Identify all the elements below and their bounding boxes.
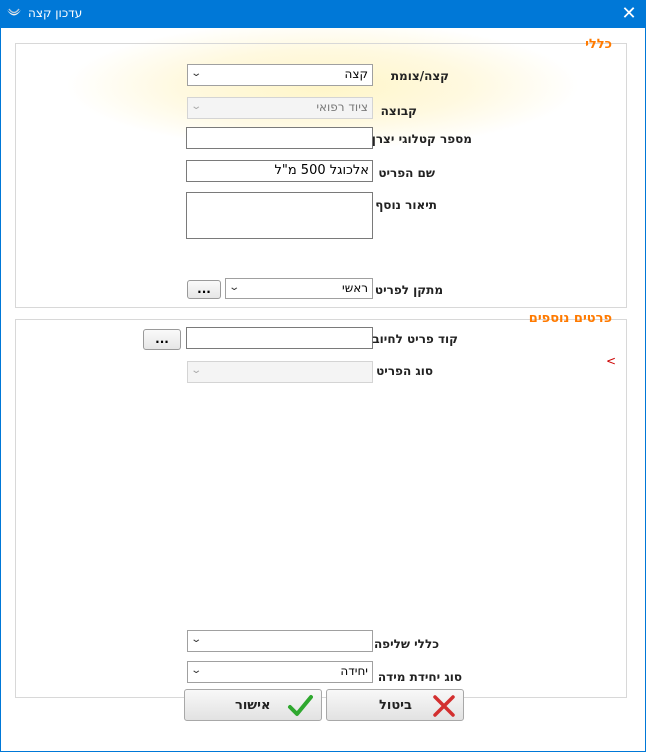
app-logo-icon: [5, 5, 23, 23]
cancel-button[interactable]: [326, 689, 464, 721]
chevron-down-icon: ⌄: [190, 365, 203, 376]
general-legend: כללי: [585, 37, 612, 52]
item-type-label: סוג הפריט: [376, 364, 433, 378]
validation-marker: <: [606, 354, 617, 368]
device-combo[interactable]: [225, 278, 373, 299]
device-value: ראשי: [342, 281, 368, 295]
close-icon[interactable]: ✕: [621, 3, 637, 24]
chevron-down-icon: ⌄: [190, 68, 203, 79]
description-label: תיאור נוסף: [375, 198, 437, 212]
description-textarea[interactable]: [186, 192, 373, 239]
group-combo[interactable]: [187, 97, 373, 119]
title-bar: [0, 0, 646, 28]
device-browse-button[interactable]: ...: [187, 280, 221, 299]
chevron-down-icon: ⌄: [190, 101, 203, 112]
dialog-body: [0, 28, 646, 752]
item-name-field[interactable]: אלכוגל 500 מ"ל: [186, 160, 373, 182]
x-cross-icon: [431, 693, 457, 719]
checkmark-icon: [287, 693, 313, 719]
chevron-down-icon: ⌄: [190, 634, 203, 645]
unit-type-label: סוג יחידת מידה: [377, 670, 462, 684]
edge-type-value: קצה: [344, 67, 368, 81]
chevron-down-icon: ⌄: [190, 665, 203, 676]
group-label: קבוצה: [380, 104, 417, 118]
ok-label: אישור: [235, 698, 271, 713]
window-title: עדכון קצה: [28, 6, 83, 20]
item-type-combo[interactable]: [187, 361, 373, 383]
pull-rules-combo[interactable]: [187, 630, 373, 652]
edge-type-label: קצה/צומת: [390, 69, 449, 83]
ok-button[interactable]: [184, 689, 322, 721]
group-value: ציוד רפואי: [316, 100, 368, 114]
catalog-number-label: מספר קטלוגי יצרן: [371, 132, 472, 146]
catalog-number-field[interactable]: [186, 127, 373, 149]
pull-rules-label: כללי שליפה: [373, 637, 439, 651]
edge-type-combo[interactable]: [187, 64, 373, 86]
cancel-label: ביטול: [379, 698, 412, 713]
chevron-down-icon: ⌄: [228, 282, 241, 293]
device-label: מתקן לפריט: [374, 283, 443, 297]
billing-code-browse-button[interactable]: ...: [143, 329, 181, 350]
billing-code-label: קוד פריט לחיוב: [372, 332, 458, 346]
unit-type-value: יחידה: [340, 664, 368, 678]
extra-details-legend: פרטים נוספים: [528, 311, 612, 326]
unit-type-combo[interactable]: [187, 661, 373, 683]
item-name-label: שם הפריט: [378, 166, 435, 180]
billing-code-field[interactable]: [186, 327, 373, 349]
